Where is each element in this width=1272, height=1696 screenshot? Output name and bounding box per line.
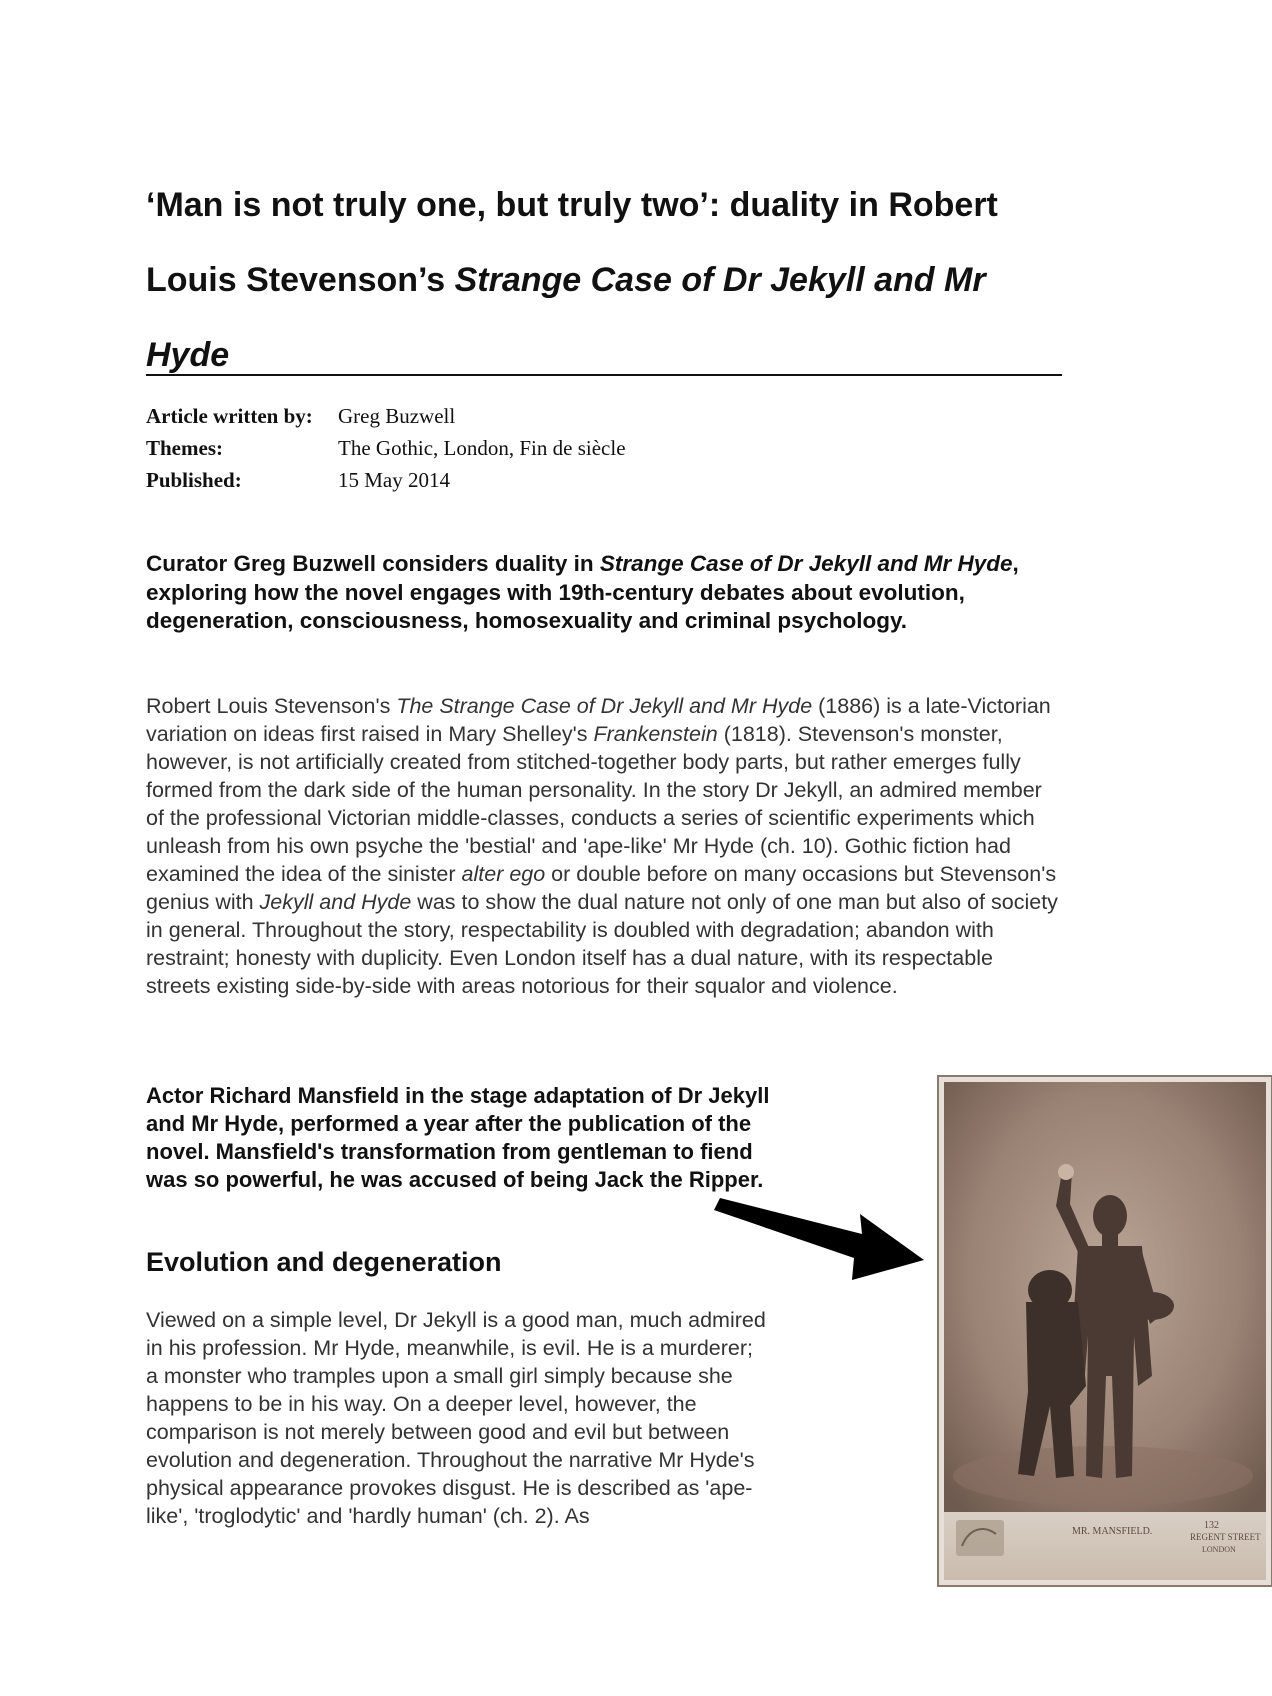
standfirst — [146, 550, 1056, 636]
meta-row-themes — [146, 434, 1062, 466]
image-caption: Actor Richard Mansfield in the stage adaptation of Dr Jekyll and Mr Hyde, performed a year after the publication of the novel. Mansfield's transformation from gentleman to fiend was so powerful, he was accused of being Jack the Ripper. — [146, 1083, 770, 1192]
p1-text-e: (1818). Stevenson's monster, however, is not artificially created from stitched-together body parts, but rather emerges fully formed from the dark side of the human personality. In the story Dr Jekyll, an admired member of the professional Victorian middle-classes, conducts a series of scientific experiments which unleash from his own psyche the 'bestial' and 'ape-like' Mr Hyde (ch. 10). Gothic fiction had examined the idea of the sinister — [146, 722, 1042, 886]
paragraph-intro — [146, 692, 1062, 1000]
photo-studio-street: REGENT STREET — [1190, 1532, 1261, 1542]
published-date: 15 May 2014 — [338, 468, 450, 492]
p1-jekyll-hyde: Jekyll and Hyde — [259, 890, 412, 914]
meta-themes-label: Themes: — [146, 436, 223, 460]
article-title — [146, 168, 1062, 393]
mansfield-photograph — [938, 1076, 1272, 1586]
arrow-icon — [712, 1196, 926, 1284]
p1-text-i: was to show the dual nature not only of one man but also of society in general. Throughout the story, respectability is doubled with degradation; abandon with restraint; honesty with duplicity. Even London itself has a dual nature, with its respectable streets existing side-by-side with areas notorious for their squalor and violence. — [146, 890, 1058, 998]
section-heading: Evolution and degeneration — [146, 1247, 502, 1277]
p1-book-name: The Strange Case of Dr Jekyll and Mr Hyde — [396, 694, 813, 718]
article-meta — [146, 402, 1062, 498]
meta-row-author — [146, 402, 1062, 434]
author-link[interactable]: Greg Buzwell — [338, 404, 456, 428]
themes-links[interactable]: The Gothic, London, Fin de siècle — [338, 436, 626, 460]
photo-studio-city: LONDON — [1202, 1545, 1236, 1554]
standfirst-text-end: , exploring how the novel engages with 19th-century debates about evolution, degeneration, consciousness, homosexuality and criminal psychology. — [146, 551, 1019, 633]
p1-text-g: or double before on many occasions but Stevenson's genius with — [146, 862, 1057, 914]
meta-published-label: Published: — [146, 468, 242, 492]
title-underline — [146, 374, 1062, 376]
meta-row-published — [146, 466, 1062, 498]
paragraph-evolution: Viewed on a simple level, Dr Jekyll is a good man, much admired in his profession. Mr Hyde, meanwhile, is evil. He is a murderer; a monster who tramples upon a small girl simply because she happens to be in his way. On a deeper level, however, the comparison is not merely between good and evil but between evolution and degeneration. Throughout the narrative Mr Hyde's physical appearance provokes disgust. He is described as 'ape-like', 'troglodytic' and 'hardly human' (ch. 2). As — [146, 1308, 766, 1528]
meta-author-label: Article written by: — [146, 404, 313, 428]
p1-alter-ego: alter ego — [461, 862, 546, 886]
title-book-name: Strange Case of Dr Jekyll and Mr Hyde — [146, 261, 986, 374]
standfirst-book-name: Strange Case of Dr Jekyll and Mr Hyde — [599, 551, 1013, 576]
standfirst-text: Curator Greg Buzwell considers duality in — [146, 551, 600, 576]
photographer-logo-icon — [956, 1520, 1004, 1556]
title-text: ‘Man is not truly one, but truly two’: duality in Robert Louis Stevenson’s — [146, 186, 998, 299]
photo-studio-number: 132 — [1204, 1520, 1219, 1531]
p1-text-a: Robert Louis Stevenson's — [146, 694, 397, 718]
photo-card-text: MR. MANSFIELD. — [1072, 1526, 1153, 1537]
p1-text-c: (1886) is a late-Victorian variation on ideas first raised in Mary Shelley's — [146, 694, 1051, 746]
p1-frankenstein: Frankenstein — [593, 722, 718, 746]
